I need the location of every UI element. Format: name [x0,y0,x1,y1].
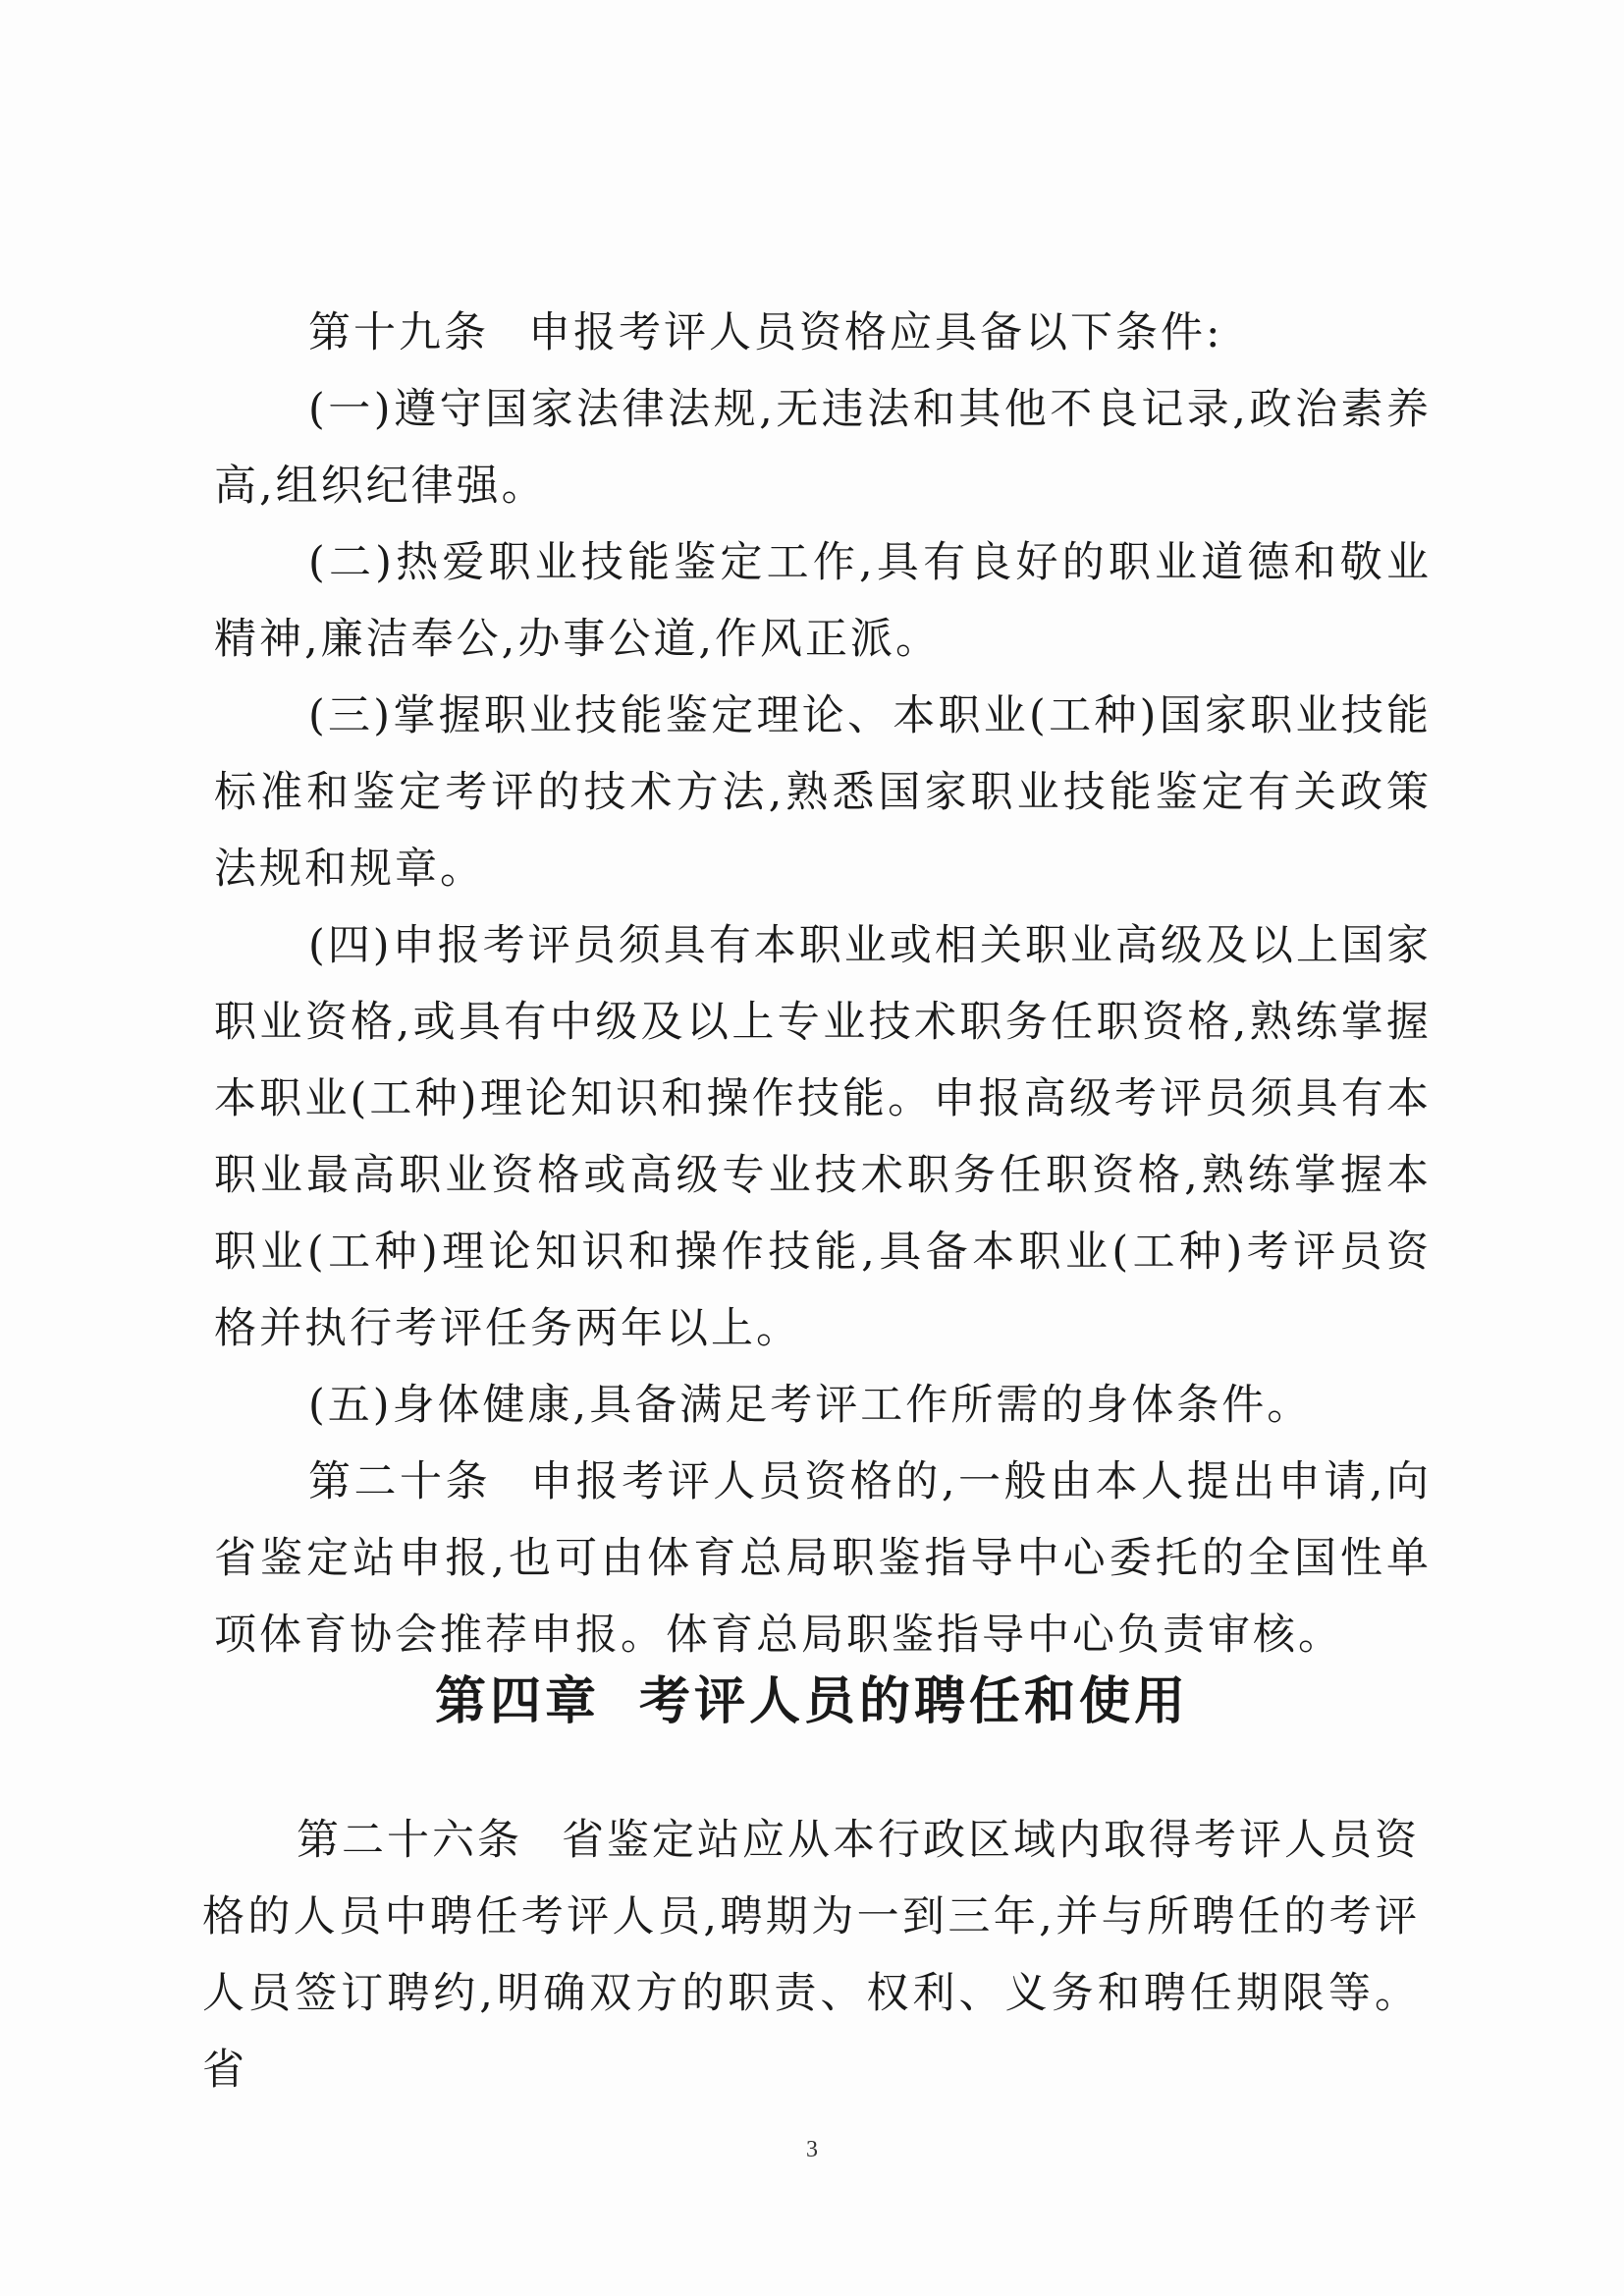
article-19-item-1: (一)遵守国家法律法规,无违法和其他不良记录,政治素养高,组织纪律强。 [214,385,1432,511]
article-20-text: 申报考评人员资格的,一般由本人提出申请,向省鉴定站申报,也可由体育总局职鉴指导中心委托的全国性单项体育协会推荐申报。体育总局职鉴指导中心负责审核。 [214,1457,1432,1660]
article-19 [214,295,1432,371]
chapter-title: 考评人员的聘任和使用 [639,1672,1190,1731]
article-19-number: 第十九条 [308,308,489,357]
article-19-item-4: (四)申报考评员须具有本职业或相关职业高级及以上国家职业资格,或具有中级及以上专业技术职务任职资格,熟练掌握本职业(工种)理论知识和操作技能。申报高级考评员须具有本职业最高职业资格或高级专业技术职务任职资格,熟练掌握本职业(工种)理论知识和操作技能,具备本职业(工种)考评员资格并执行考评任务两年以上。 [214,921,1432,1353]
article-26 [202,1802,1420,2108]
article-19-text: 申报考评人员资格应具备以下条件: [528,308,1223,357]
chapter-number: 第四章 [434,1672,600,1731]
chapter-heading [0,1660,1624,1733]
body-section-1 [214,295,1432,1673]
article-19-item-2: (二)热爱职业技能鉴定工作,具有良好的职业道德和敬业精神,廉洁奉公,办事公道,作风正派。 [214,538,1432,664]
body-section-2 [202,1802,1420,2108]
article-20 [214,1444,1432,1673]
article-20-number: 第二十条 [308,1457,492,1506]
article-26-text: 省鉴定站应从本行政区域内取得考评人员资格的人员中聘任考评人员,聘期为一到三年,并与所聘任的考评人员签订聘约,明确双方的职责、权利、义务和聘任期限等。省 [202,1816,1420,2095]
article-26-number: 第二十六条 [297,1816,522,1865]
page-number: 3 [806,2137,818,2162]
article-19-item-5: (五)身体健康,具备满足考评工作所需的身体条件。 [308,1381,1313,1430]
article-19-item-3: (三)掌握职业技能鉴定理论、本职业(工种)国家职业技能标准和鉴定考评的技术方法,熟悉国家职业技能鉴定有关政策法规和规章。 [214,691,1432,894]
